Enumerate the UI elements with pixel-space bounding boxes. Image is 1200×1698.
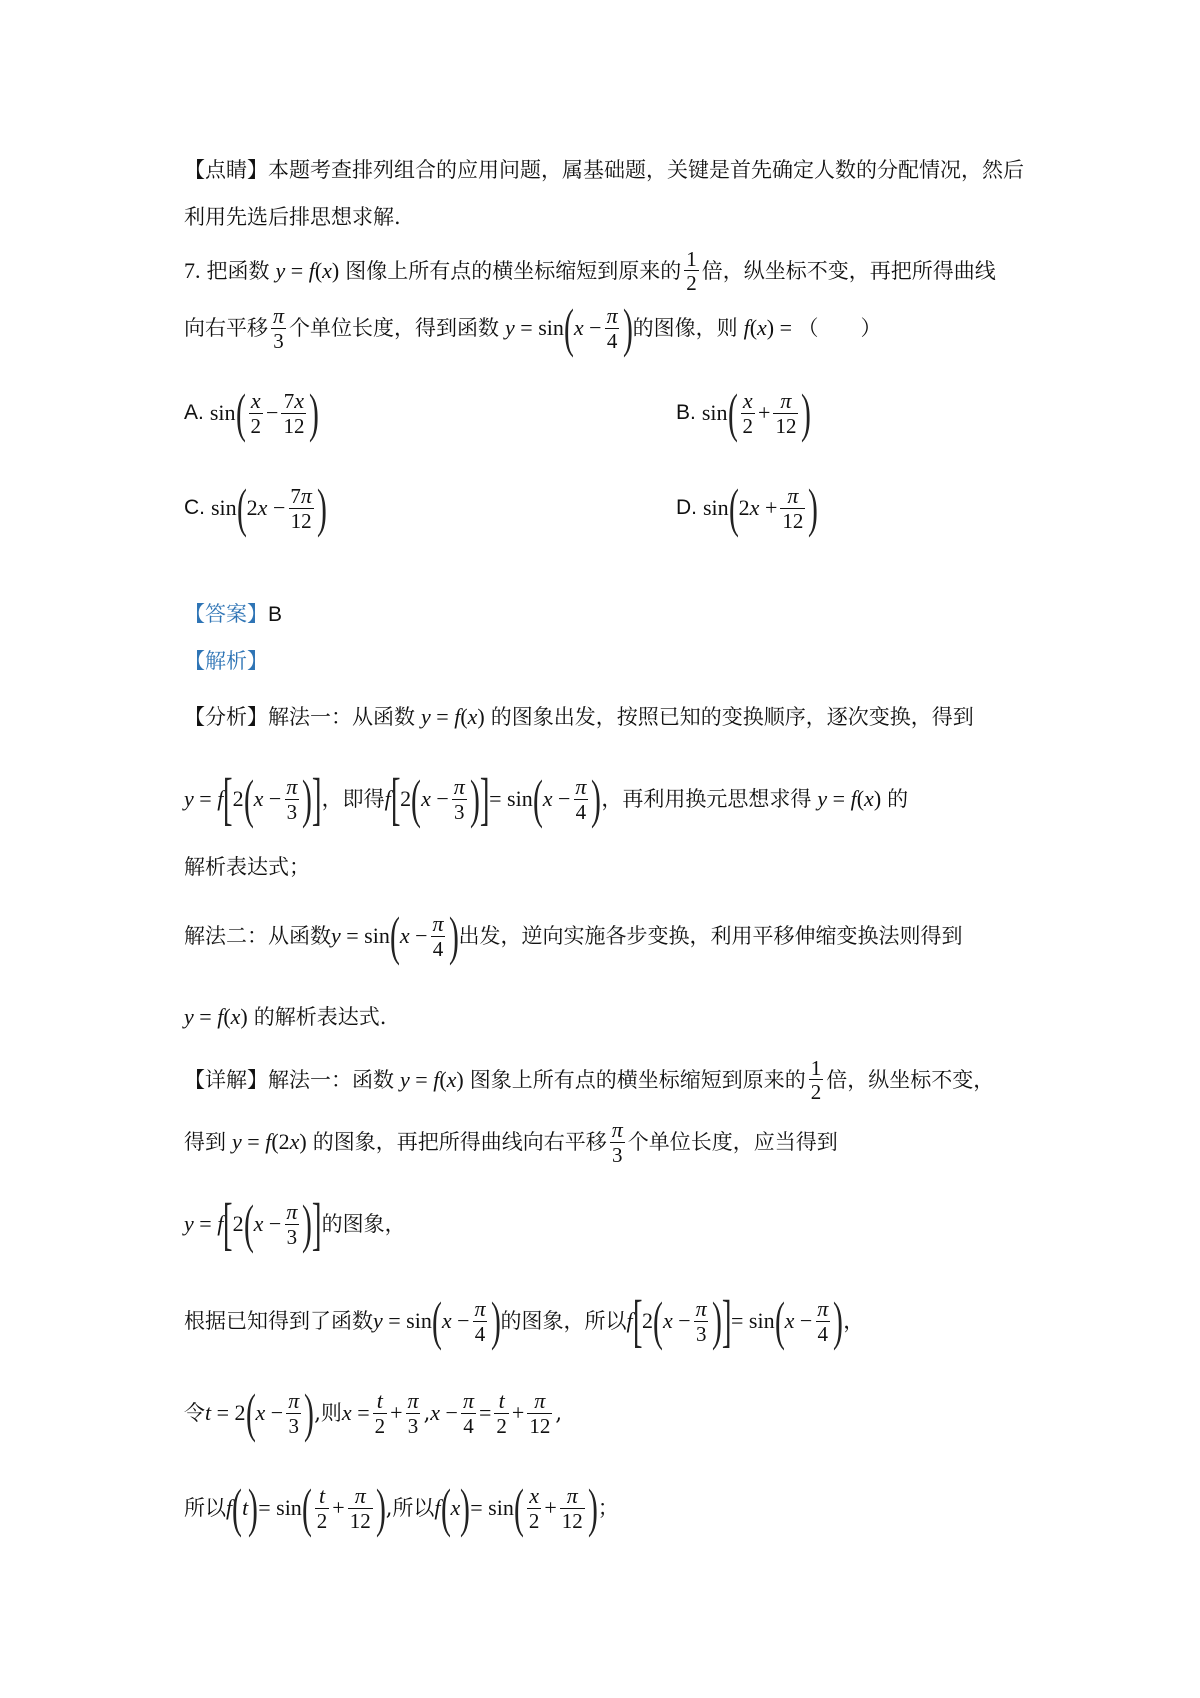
- option-a[interactable]: A. sin ( $\frac{x}{2}$ − $\frac{7x}{12}$ ): [184, 383, 320, 443]
- fenxi-line-4: 解法二：从函数 y = sin ( x − $\frac{\pi}{4}$ ) 出发，逆向实施各步变换，利用平移伸缩变换法则得到: [184, 906, 963, 966]
- answer-line: [184, 604, 282, 625]
- option-b-label: B.: [676, 401, 696, 424]
- p-text: 解法一：函数: [268, 1067, 394, 1092]
- p-text: 得到: [184, 1129, 226, 1154]
- analysis-line: [184, 651, 268, 672]
- option-c[interactable]: C. sin ( 2 x − $\frac{7\pi}{12}$ ): [184, 478, 327, 538]
- xiangjie-line-5: 令 t = 2 ( x − $\frac{\pi}{3}$ ) ,则 x = $\frac{t}{2}$ + $\frac{\pi}{3}$ , x − $\frac{\pi}{4}$ = $\frac{t}{2}$ + $\frac{\pi}{12}$ ,: [184, 1383, 562, 1443]
- comment-line-2: [184, 207, 401, 228]
- p-text: ,: [423, 1400, 431, 1425]
- q-text: 图像上所有点的横坐标缩短到原来的: [345, 258, 682, 283]
- p-text: 个单位长度，应当得到: [627, 1129, 838, 1154]
- xiangjie-line-2: 得到 y = f (2 x ) 的图象，再把所得曲线向右平移 $\frac{\pi}{3}$ 个单位长度，应当得到: [184, 1117, 838, 1167]
- p-text: ；: [597, 1495, 619, 1520]
- fenxi-line-5: y = f ( x ) 的解析表达式.: [184, 1004, 387, 1029]
- p-text: ，即得: [321, 786, 385, 811]
- q-text: 向右平移: [184, 315, 268, 340]
- p-text: 的解析表达式.: [253, 1004, 387, 1029]
- question-number: 7.: [184, 258, 201, 283]
- option-a-label: A.: [184, 401, 204, 424]
- xiangjie-line-1: 【详解】 解法一：函数 y = f ( x ) 图象上所有点的横坐标缩短到原来的 $\frac{1}{2}$ 倍，纵坐标不变，: [184, 1055, 995, 1104]
- answer-value: B: [268, 603, 283, 626]
- p-text: 图象上所有点的横坐标缩短到原来的: [469, 1067, 806, 1092]
- fenxi-line-3: [184, 857, 310, 878]
- option-d-label: D.: [676, 496, 697, 519]
- q-text: （ ）: [797, 315, 882, 340]
- fraction-one-half: $\frac{1}{2}$: [686, 246, 697, 295]
- p-text: 所以: [184, 1495, 226, 1520]
- p-text: ，再利用换元思想求得: [601, 786, 812, 811]
- comment-text-1: 本题考查排列组合的应用问题，属基础题，关键是首先确定人数的分配情况，然后: [268, 158, 1024, 182]
- p-text: 的图象，: [321, 1211, 406, 1236]
- answer-tag: 【答案】: [184, 602, 268, 626]
- p-text: ,则: [314, 1400, 342, 1425]
- comment-line-1: [184, 160, 1024, 181]
- xiangjie-line-4: 根据已知得到了函数 y = sin ( x − $\frac{\pi}{4}$ ) 的图象，所以 f [ 2 ( x − $\frac{\pi}{3}$ ) ] = sin ( x − $\frac{\pi}{4}$ ) ，: [184, 1288, 865, 1353]
- fenxi-tag: 【分析】: [184, 704, 268, 729]
- p-text: 的图象，再把所得曲线向右平移: [312, 1129, 607, 1154]
- xiangjie-line-3: y = f [ 2 ( x − $\frac{\pi}{3}$ ) ] 的图象，: [184, 1191, 406, 1256]
- p-text: ,: [555, 1400, 562, 1425]
- fraction-pi-3: $\frac{\pi}{3}$: [273, 303, 285, 353]
- p-text: ，: [843, 1308, 865, 1333]
- p-text: 解析表达式；: [184, 855, 310, 879]
- question-line-1: 7. 把函数 y = f ( x ) 图像上所有点的横坐标缩短到原来的 $\frac{1}{2}$ 倍，纵坐标不变，再把所得曲线: [184, 246, 996, 295]
- p-text: ,所以: [385, 1495, 435, 1520]
- p-text: 根据已知得到了函数: [184, 1308, 373, 1333]
- q-text: 倍，纵坐标不变，再把所得曲线: [701, 258, 996, 283]
- xiangjie-tag: 【详解】: [184, 1067, 268, 1092]
- p-text: 解法一：从函数: [268, 704, 415, 729]
- xiangjie-line-6: 所以 f ( t ) = sin ( $\frac{t}{2}$ + $\frac{\pi}{12}$ ) ,所以 f ( x ) = sin ( $\frac{x}{2}$ + $\frac{\pi}{12}$ ) ；: [184, 1478, 619, 1538]
- p-text: 出发，逆向实施各步变换，利用平移伸缩变换法则得到: [458, 923, 963, 948]
- comment-tag: 【点睛】: [184, 158, 268, 182]
- fenxi-line-1: 【分析】 解法一：从函数 y = f ( x ) 的图象出发，按照已知的变换顺序，逐次变换，得到: [184, 704, 974, 729]
- option-b[interactable]: B. sin ( $\frac{x}{2}$ + $\frac{\pi}{12}$ ): [676, 383, 812, 443]
- q-text: 把函数: [206, 258, 270, 283]
- p-text: 倍，纵坐标不变，: [826, 1067, 995, 1092]
- p-text: 的: [887, 786, 909, 811]
- option-c-label: C.: [184, 496, 205, 519]
- option-d[interactable]: D. sin ( 2 x + $\frac{\pi}{12}$ ): [676, 478, 819, 538]
- analysis-tag: 【解析】: [184, 649, 268, 673]
- comment-text-2: 利用先选后排思想求解.: [184, 205, 401, 229]
- p-text: 的图象出发，按照已知的变换顺序，逐次变换，得到: [490, 704, 974, 729]
- q-text: 个单位长度，得到函数: [289, 315, 500, 340]
- fenxi-line-2: y = f [ 2 ( x − $\frac{\pi}{3}$ ) ] ，即得 f [ 2 ( x − $\frac{\pi}{3}$ ) ] = sin ( x − $\frac{\pi}{4}$ ) ，再利用换元思想求得 y = f ( x ) 的: [184, 766, 909, 831]
- p-text: 令: [184, 1400, 205, 1425]
- question-line-2: 向右平移 $\frac{\pi}{3}$ 个单位长度，得到函数 y = sin ( x − $\frac{\pi}{4}$ ) 的图像，则 f ( x ) = （ ）: [184, 298, 882, 358]
- p-text: 解法二：从函数: [184, 923, 331, 948]
- q-text: 的图像，则: [632, 315, 738, 340]
- p-text: 的图象，所以: [500, 1308, 627, 1333]
